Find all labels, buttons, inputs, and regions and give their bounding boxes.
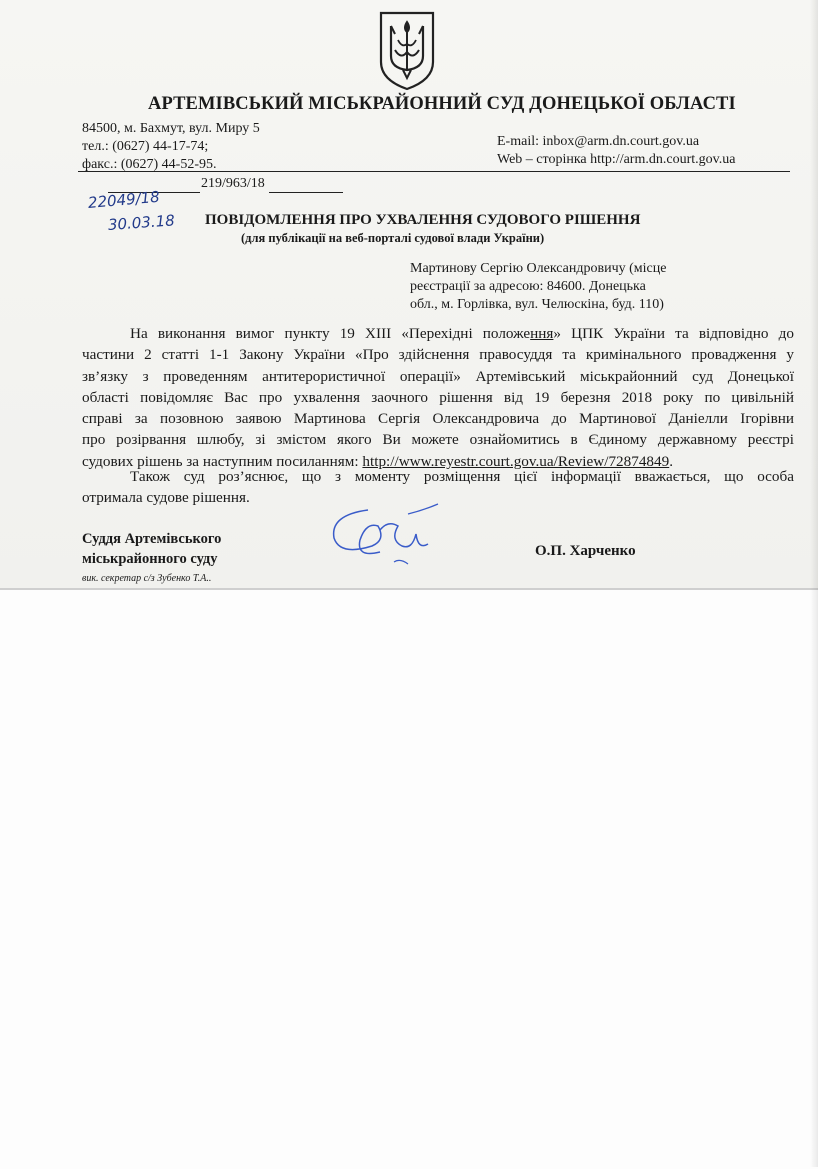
body-line: На виконання вимог пункту 19 ХІІІ «Перехідні положення» ЦПК України та відповідно до (130, 325, 794, 342)
notice-subtitle: (для публікації на веб-порталі судової влади України) (241, 231, 545, 245)
judge-title: Суддя Артемівського (82, 531, 222, 547)
body-line: про розірвання шлюбу, зі змістом якого Ви можете ознайомитись в Єдиному державному реєстрі (82, 431, 794, 449)
body-line: зв’язку з проведенням антитерористичної операції» Артемівський міськрайонний суд Донецької (82, 367, 794, 385)
court-fax: факс.: (0627) 44-52-95. (82, 157, 217, 172)
page-edge-shadow (810, 0, 818, 1167)
registry-link[interactable]: http://www.reyestr.court.gov.ua/Review/72874849 (362, 452, 670, 470)
handwritten-date: 30.03.18 (107, 211, 176, 234)
recipient-line: реєстрації за адресою: 84600. Донецька (410, 279, 646, 294)
judge-name: О.П. Харченко (535, 543, 636, 559)
body-line: частини 2 статті 1-1 Закону України «Про здійснення правосуддя та кримінального провадження у (82, 346, 794, 364)
header-divider (78, 171, 790, 172)
secretary-note: вик. секретар с/з Зубенко Т.А.. (82, 573, 212, 584)
body-line: судових рішень за наступним посиланням: http://www.reyestr.court.gov.ua/Review/72874849. (82, 452, 674, 470)
notice-title: ПОВІДОМЛЕННЯ ПРО УХВАЛЕННЯ СУДОВОГО РІШЕННЯ (205, 212, 641, 228)
handwritten-registration-number: 22049/18 (87, 187, 161, 212)
court-phone: тел.: (0627) 44-17-74; (82, 139, 209, 154)
court-website: Web – сторінка http://arm.dn.court.gov.ua (497, 152, 736, 167)
body-line: Також суд роз’яснює, що з моменту розміщення цієї інформації вважається, що особа (130, 468, 794, 485)
trident-emblem-icon (376, 10, 438, 92)
body-line: області повідомляє Вас про ухвалення заочного рішення від 19 березня 2018 року по цивільній (82, 388, 794, 406)
judge-signature (320, 500, 450, 570)
court-email: E-mail: inbox@arm.dn.court.gov.ua (497, 134, 700, 149)
notice-body-paragraph (82, 323, 794, 472)
case-number-line-right (269, 192, 343, 193)
case-number: 219/963/18 (201, 176, 265, 191)
recipient-line: Мартинову Сергію Олександровичу (місце (410, 261, 667, 276)
judge-court: міськрайонного суду (82, 551, 218, 567)
blank-page-area (0, 588, 818, 1169)
recipient-line: обл., м. Горлівка, вул. Челюскіна, буд. 110) (410, 297, 664, 312)
court-name: АРТЕМІВСЬКИЙ МІСЬКРАЙОННИЙ СУД ДОНЕЦЬКОЇ ОБЛАСТІ (148, 94, 736, 114)
court-address: 84500, м. Бахмут, вул. Миру 5 (82, 121, 260, 136)
body-line: справі за позовною заявою Мартинова Сергія Олександровича до Мартинової Даніелли Ігорівни (82, 410, 794, 428)
body-line: отримала судове рішення. (82, 489, 250, 507)
